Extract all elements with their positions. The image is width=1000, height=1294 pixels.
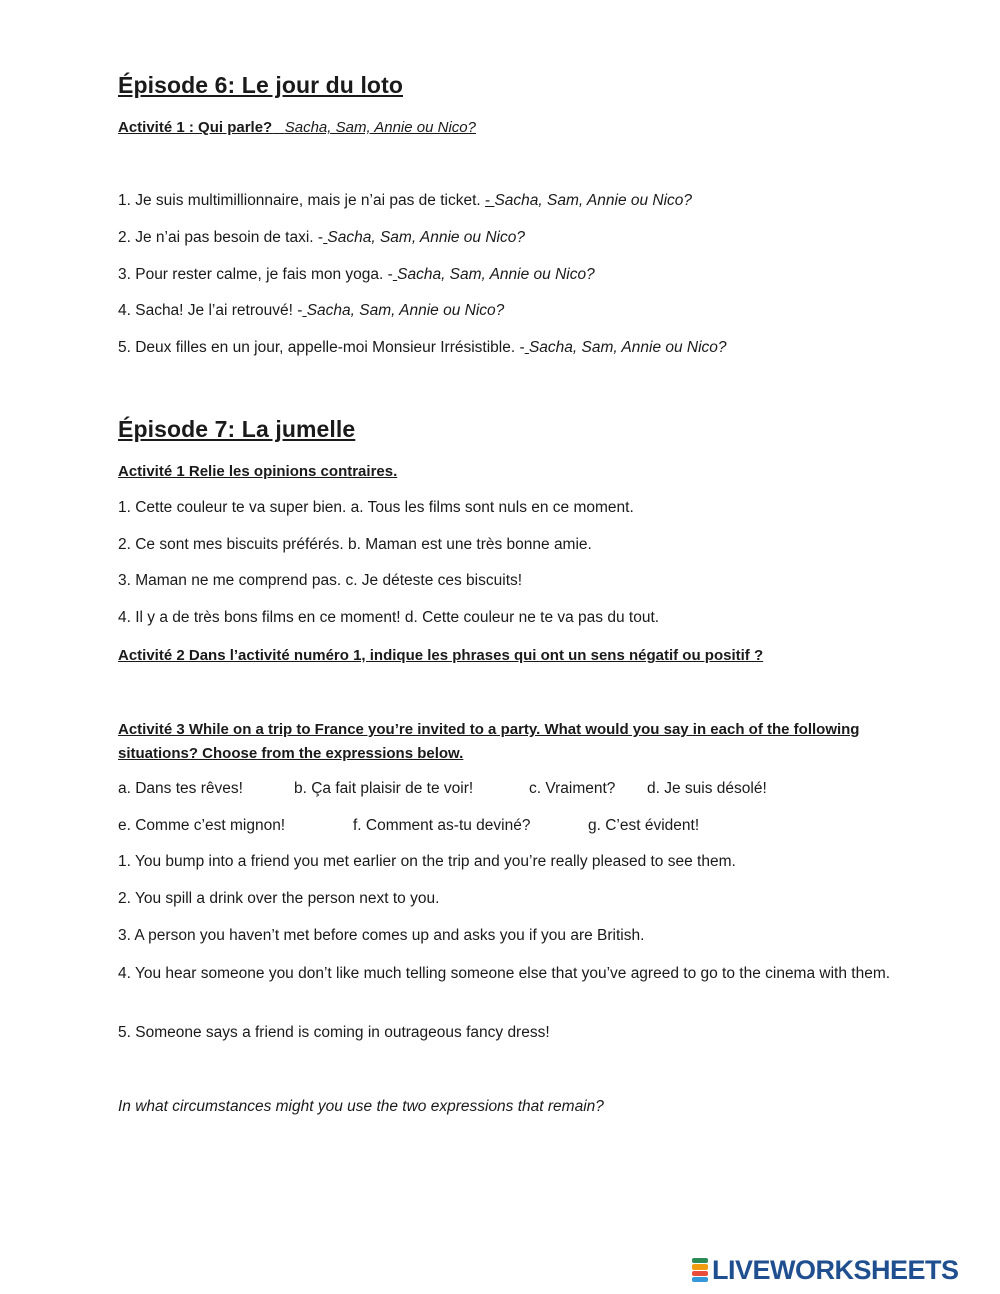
expression-g: g. C’est évident! xyxy=(588,817,700,834)
expressions-row-2 xyxy=(118,817,699,835)
situation-1: 1. You bump into a friend you met earlier on the trip and you’re really pleased to see them. xyxy=(118,853,736,870)
answer-choices: Sacha, Sam, Annie ou Nico? xyxy=(528,339,727,356)
ep6-activity-1-heading xyxy=(118,119,476,136)
ep7-activity-3-heading: Activité 3 While on a trip to France you’re invited to a party. What would you say in each of the following situations? Choose from the expressions below. xyxy=(118,721,860,762)
ep6-activity-1-names: Sacha, Sam, Annie ou Nico? xyxy=(284,119,476,136)
ep7-activity-1-heading: Activité 1 Relie les opinions contraires. xyxy=(118,463,398,480)
episode-6-title: Épisode 6: Le jour du loto xyxy=(118,72,403,98)
expression-e: e. Comme c’est mignon! xyxy=(118,817,286,834)
answer-choices: Sacha, Sam, Annie ou Nico? xyxy=(327,229,525,246)
liveworksheets-logo xyxy=(692,1256,959,1284)
ep6-item-5: 5. Deux filles en un jour, appelle-moi Monsieur Irrésistible. - Sacha, Sam, Annie ou Nico? xyxy=(118,339,727,356)
expressions-row-1 xyxy=(118,780,767,798)
expression-b: b. Ça fait plaisir de te voir! xyxy=(294,780,474,797)
ep7-activity-2-heading: Activité 2 Dans l’activité numéro 1, indique les phrases qui ont un sens négatif ou positif ? xyxy=(118,647,764,664)
expression-c: c. Vraiment? xyxy=(529,780,616,797)
situation-3: 3. A person you haven’t met before comes up and asks you if you are British. xyxy=(118,927,645,944)
answer-choices: Sacha, Sam, Annie ou Nico? xyxy=(494,192,693,209)
ep6-item-1: 1. Je suis multimillionnaire, mais je n’ai pas de ticket. - Sacha, Sam, Annie ou Nico? xyxy=(118,192,693,209)
brand-name: LIVEWORKSHEETS xyxy=(712,1254,959,1285)
situation-4: 4. You hear someone you don’t like much telling someone else that you’ve agreed to go to the cinema with them. xyxy=(118,965,891,982)
ep6-activity-1-label: Activité 1 : Qui parle? xyxy=(118,119,273,136)
expression-f: f. Comment as-tu deviné? xyxy=(353,817,531,834)
expression-d: d. Je suis désolé! xyxy=(647,780,767,797)
closing-question: In what circumstances might you use the two expressions that remain? xyxy=(118,1098,604,1115)
answer-choices: Sacha, Sam, Annie ou Nico? xyxy=(397,266,595,283)
expression-a: a. Dans tes rêves! xyxy=(118,780,243,797)
situation-2: 2. You spill a drink over the person next to you. xyxy=(118,890,440,907)
answer-choices: Sacha, Sam, Annie ou Nico? xyxy=(306,302,505,319)
ep6-item-4: 4. Sacha! Je l’ai retrouvé! - Sacha, Sam, Annie ou Nico? xyxy=(118,302,505,319)
ep7-act1-item-3: 3. Maman ne me comprend pas. c. Je déteste ces biscuits! xyxy=(118,572,523,589)
ep6-item-3: 3. Pour rester calme, je fais mon yoga. - Sacha, Sam, Annie ou Nico? xyxy=(118,266,595,283)
logo-mark-icon xyxy=(692,1258,708,1282)
ep6-item-2: 2. Je n’ai pas besoin de taxi. - Sacha, Sam, Annie ou Nico? xyxy=(118,229,525,246)
situation-5: 5. Someone says a friend is coming in outrageous fancy dress! xyxy=(118,1024,550,1041)
ep7-act1-item-1: 1. Cette couleur te va super bien. a. Tous les films sont nuls en ce moment. xyxy=(118,499,634,516)
ep7-act1-item-4: 4. Il y a de très bons films en ce moment! d. Cette couleur ne te va pas du tout. xyxy=(118,609,660,626)
episode-7-title: Épisode 7: La jumelle xyxy=(118,416,356,442)
ep7-act1-item-2: 2. Ce sont mes biscuits préférés. b. Maman est une très bonne amie. xyxy=(118,536,592,553)
